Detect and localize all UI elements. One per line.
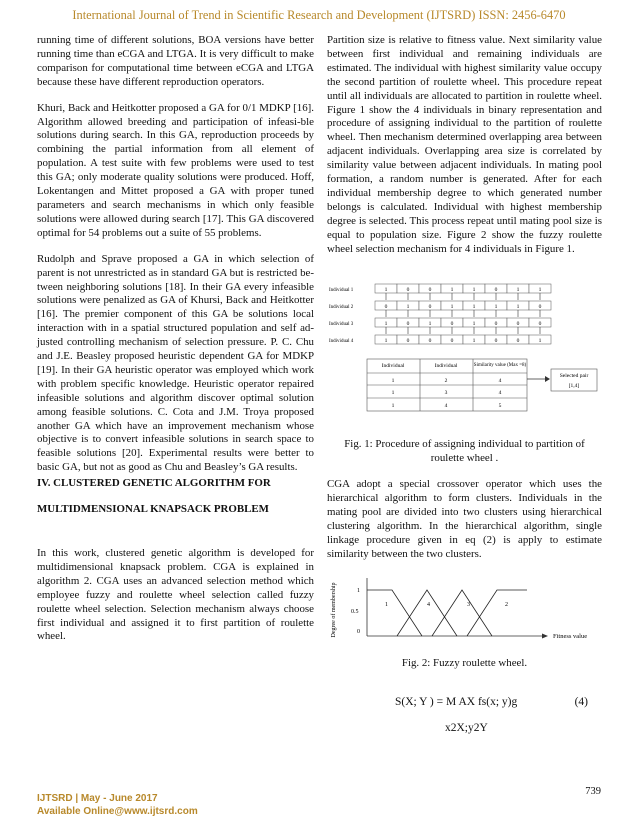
bit-value: 0 [538,303,542,310]
paragraph: Partition size is relative to fitness value. Next similarity value between first individual and remaining individuals are estimated. The individual with highest similarity value occupy the second partition of roulette wheel. This procedure repeat until all individuals are allocated to partition in roulette wheel. Figure 1 show the 4 individuals in binary representation and procedure of assigning individual to the partition of roulette wheel. Then mechanism determined overlapping area between adjacent individuals. Overlapping area size is correlated by similarity value between adjacent individuals. In mating pool formation, a random number is generated. After for each individual membership degree to which generated number belongs is calculated. Individual with highest membership degree is selected. This process repeat until mating pool size is equal to population size. Figure 2 show the fuzzy roulette wheel selection mechanism for 4 individuals in Figure 1. [327,34,602,255]
bit-value: 1 [450,303,454,310]
left-column [37,34,314,656]
y-tick: 0.5 [351,608,359,615]
table-cell: 1 [391,389,395,396]
region-label: 3 [467,601,470,608]
bit-value: 1 [516,286,520,293]
bit-value: 1 [384,286,388,293]
table-cell: 5 [498,402,502,409]
region-label: 2 [505,601,508,608]
selected-pair-value: [1,4] [568,382,580,389]
membership-functions [367,590,527,636]
section-heading-line2: MULTIDMENSIONAL KNAPSACK PROBLEM [37,503,269,516]
bit-value: 1 [472,337,476,344]
bit-value: 0 [494,337,498,344]
bit-value: 0 [494,286,498,293]
table-header: Individual [434,362,458,369]
page-number: 739 [585,786,601,797]
region-label: 4 [427,601,430,608]
y-tick: 1 [357,587,360,594]
footer-website: Available Online@www.ijtsrd.com [37,806,198,817]
bit-value: 0 [384,303,388,310]
bit-value: 0 [406,337,410,344]
bit-value: 0 [516,320,520,327]
bit-value: 1 [450,286,454,293]
bit-value: 0 [450,320,454,327]
table-header: Similarity value (Max =8) [473,362,527,368]
bit-value: 1 [384,337,388,344]
individual-label: Individual 4 [329,338,354,344]
individual-bit-strings [329,284,551,344]
y-tick: 0 [357,628,360,635]
bit-value: 1 [538,286,542,293]
bit-value: 1 [406,303,410,310]
table-cell: 1 [391,402,395,409]
figure-2-fuzzy-roulette [327,570,602,652]
bit-value: 0 [538,320,542,327]
table-cell: 4 [498,389,502,396]
equation-number: (4) [574,696,588,709]
bit-value: 0 [406,320,410,327]
bit-value: 1 [494,303,498,310]
equation-4 [327,696,602,736]
figure-1-diagram [327,259,602,434]
right-column [327,34,602,736]
bit-value: 0 [428,286,432,293]
section-heading: IV. CLUSTERED GENETIC ALGORITHM FOR [37,477,271,490]
table-header: Individual [381,362,405,369]
selected-pair-label: Selected pair [559,372,589,379]
bit-value: 0 [428,337,432,344]
footer-issue: IJTSRD | May - June 2017 [37,793,158,804]
individual-label: Individual 1 [329,287,354,293]
bit-value: 0 [406,286,410,293]
similarity-table [367,359,527,411]
paragraph: CGA adopt a special crossover operator which uses the hierarchical algorithm to form clusters. Individuals in the mating pool are divided into two clusters using hierarchical clustering algorithm. In the hierarchical algorithm, single linkage procedure given in eq (2) is apply to estimate similarity between the two clusters. [327,478,602,560]
paragraph: Rudolph and Sprave proposed a GA in which selection of parent is not unrestricted as in standard GA but is restricted be-tween neighboring solutions [18]. In their GA every infeasible solutions were penalized as GA of Khursi, Back and Heitkotter [16]. The premier component of this GA be solutions local interaction with in a spatial structured population and self ad-justed controlling mechanism of selection pressure. P. C. Chu and J.E. Beasley proposed heuristic dependent GA for MDKP [19]. In their GA heuristic operator was employed which work with problem specific knowledge. Heuristic operator repaired infeasible solutions and algorithm discover optimal solution among feasible solutions. C. Cota and J.M. Troya proposed another GA which have an improvement mechanism whose objective is to convert infeasible solutions in search space to feasible solutions [20]. Experimental results were better to basic GA, but not as good as Chu and Beasley’s GA results. [37,252,314,474]
individual-label: Individual 3 [329,321,354,327]
bit-value: 0 [450,337,454,344]
table-cell: 1 [391,377,395,384]
bit-value: 1 [516,303,520,310]
paragraph: Khuri, Back and Heitkotter proposed a GA for 0/1 MDKP [16]. Algorithm allowed breeding and participation of infeasi-ble solutions during search. In this GA, reproduction proceeds by combining the partial information from all element of population. A test suite with few problems were used to test this GA; only moderate quality solutions were produced. Hoff, Lokentangen and Mittet proposed a GA with proper tuned parameters and search mechanisms in which only feasible solutions were allowed during search [17]. This GA discovered optimal for 54 problems out a suite of 55 problems. [37,101,314,239]
equation-subscript: x2X;y2Y [445,722,488,735]
table-cell: 4 [498,377,502,384]
figure-1-caption: Fig. 1: Procedure of assigning individual to partition of roulette wheel . [344,438,585,465]
bit-value: 1 [472,303,476,310]
bit-value: 0 [516,337,520,344]
bit-value: 0 [428,303,432,310]
y-axis-label: Degree of membership [331,582,337,638]
bit-value: 1 [472,320,476,327]
equation-body: S(X; Y ) = M AX fs(x; y)g [395,696,518,709]
figure-2-caption: Fig. 2: Fuzzy roulette wheel. [401,656,528,669]
table-cell: 3 [444,389,448,396]
journal-header: International Journal of Trend in Scientific Research and Development (IJTSRD) ISSN: 2456-6470 [72,8,566,22]
bit-value: 1 [472,286,476,293]
table-cell: 2 [444,377,448,384]
bit-value: 0 [494,320,498,327]
paragraph: In this work, clustered genetic algorithm is developed for multidimensional knapsack problem. CGA is explained in algorithm 2. CGA uses an advanced selection method which employee fuzzy and roulette wheel selection called fuzzy roulette wheel selection. Selection mechanism always choose first individual and assigned it to first partition of roulette wheel. [37,547,314,643]
footer [37,792,198,818]
x-axis-arrow-icon [542,633,548,638]
region-label: 1 [385,601,388,608]
bit-value: 1 [428,320,432,327]
arrowhead-icon [545,376,550,382]
individual-label: Individual 2 [329,304,354,310]
bit-value: 1 [384,320,388,327]
table-cell: 4 [444,402,448,409]
x-axis-label: Fitness value [553,632,588,640]
bit-value: 1 [538,337,542,344]
paragraph: running time of different solutions, BOA versions have better running time than eCGA and LTGA. It is very difficult to make comparison for computational time between eCGA and LTGA because these have different reproduction operators. [37,34,314,88]
